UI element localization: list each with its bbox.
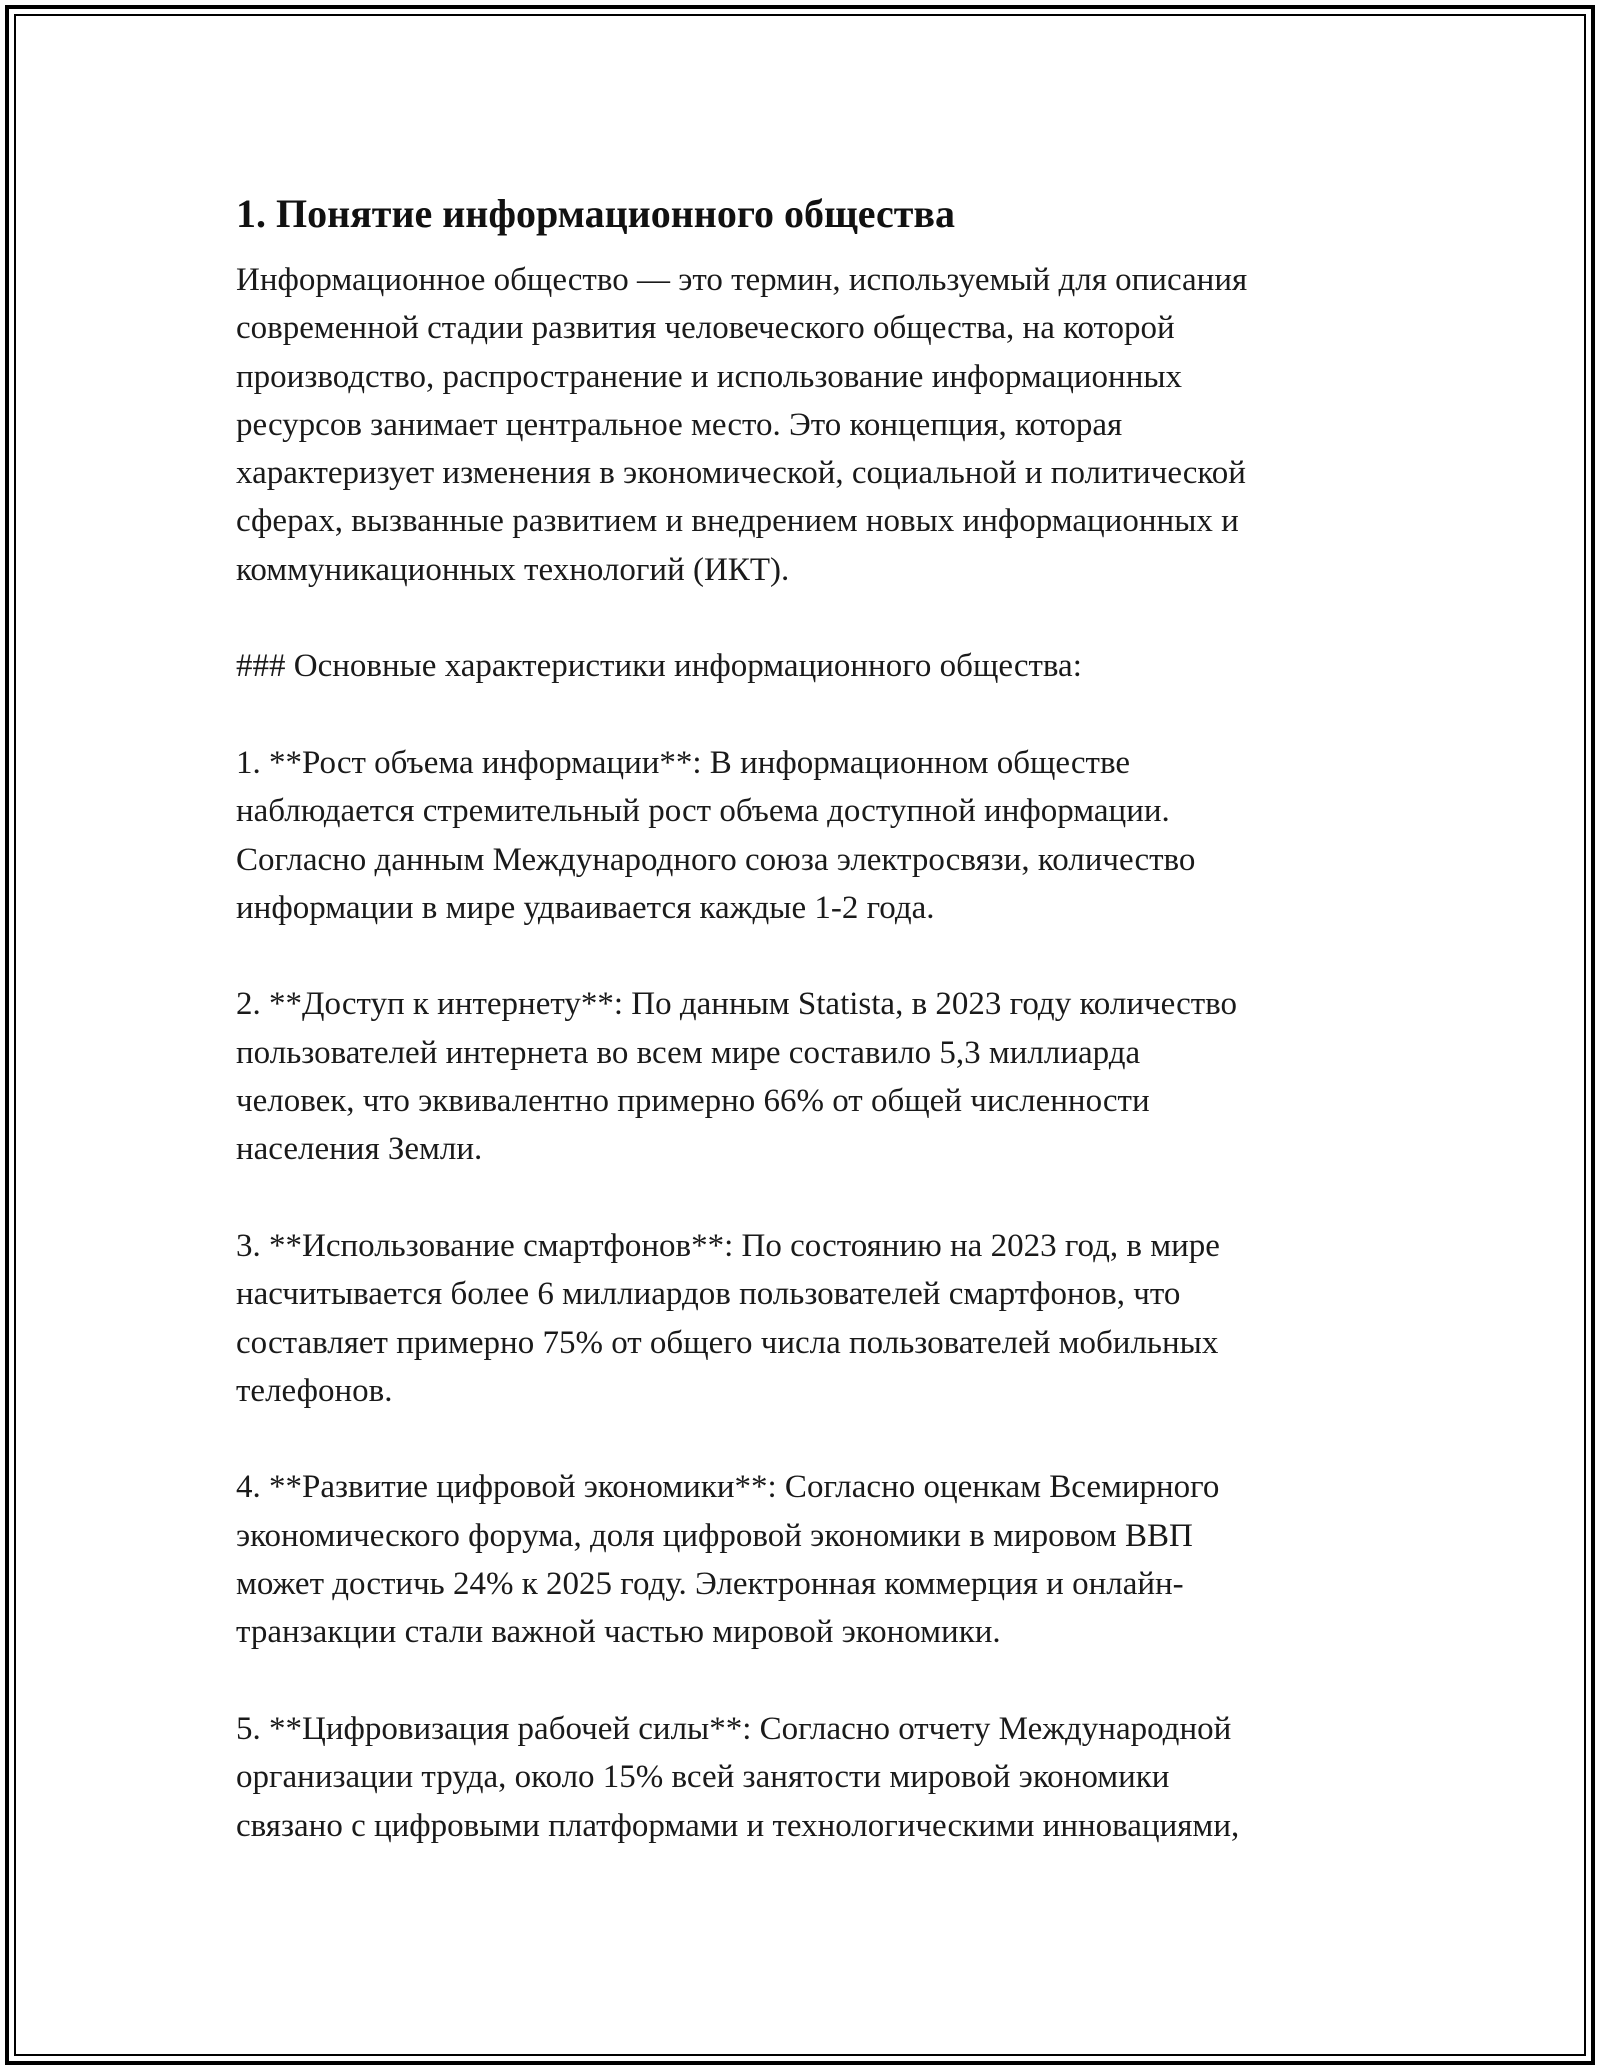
list-item: 1. **Рост объема информации**: В информационном обществе наблюдается стремительный рост объема доступной информации. Согласно данным Международного союза электросвязи, количество информации в мире удваивается каждые 1-2 года. <box>236 744 1196 926</box>
document-content <box>236 186 1376 1898</box>
list-item: 4. **Развитие цифровой экономики**: Согласно оценкам Всемирного экономического форума, доля цифровой экономики в мировом ВВП может достичь 24% к 2025 году. Электронная коммерция и онлайн- транзакции стали важной частью мировой экономики. <box>236 1469 1220 1651</box>
list-item: 3. **Использование смартфонов**: По состоянию на 2023 год, в мире насчитывается более 6 миллиардов пользователей смартфонов, что составляет примерно 75% от общего числа пользователей мобильных телефонов. <box>236 1227 1220 1409</box>
list-item: 2. **Доступ к интернету**: По данным Statista, в 2023 году количество пользователей интернета во всем мире составило 5,3 миллиарда человек, что эквивалентно примерно 66% от общей численности населения Земли. <box>236 986 1237 1168</box>
section-heading: ### Основные характеристики информационного общества: <box>236 648 1082 685</box>
list-item: 5. **Цифровизация рабочей силы**: Согласно отчету Международной организации труда, около 15% всей занятости мировой экономики связано с цифровыми платформами и технологическими инновациями, <box>236 1710 1240 1844</box>
page-title: 1. Понятие информационного общества <box>236 191 956 236</box>
intro-paragraph: Информационное общество — это термин, используемый для описания современной стадии развития человеческого общества, на которой производство, распространение и использование информационных ресурсов занимает центральное место. Это концепция, которая характеризует изменения в экономической, социальной и политической сферах, вызванные развитием и внедрением новых информационных и коммуникационных технологий (ИКТ). <box>236 262 1248 588</box>
